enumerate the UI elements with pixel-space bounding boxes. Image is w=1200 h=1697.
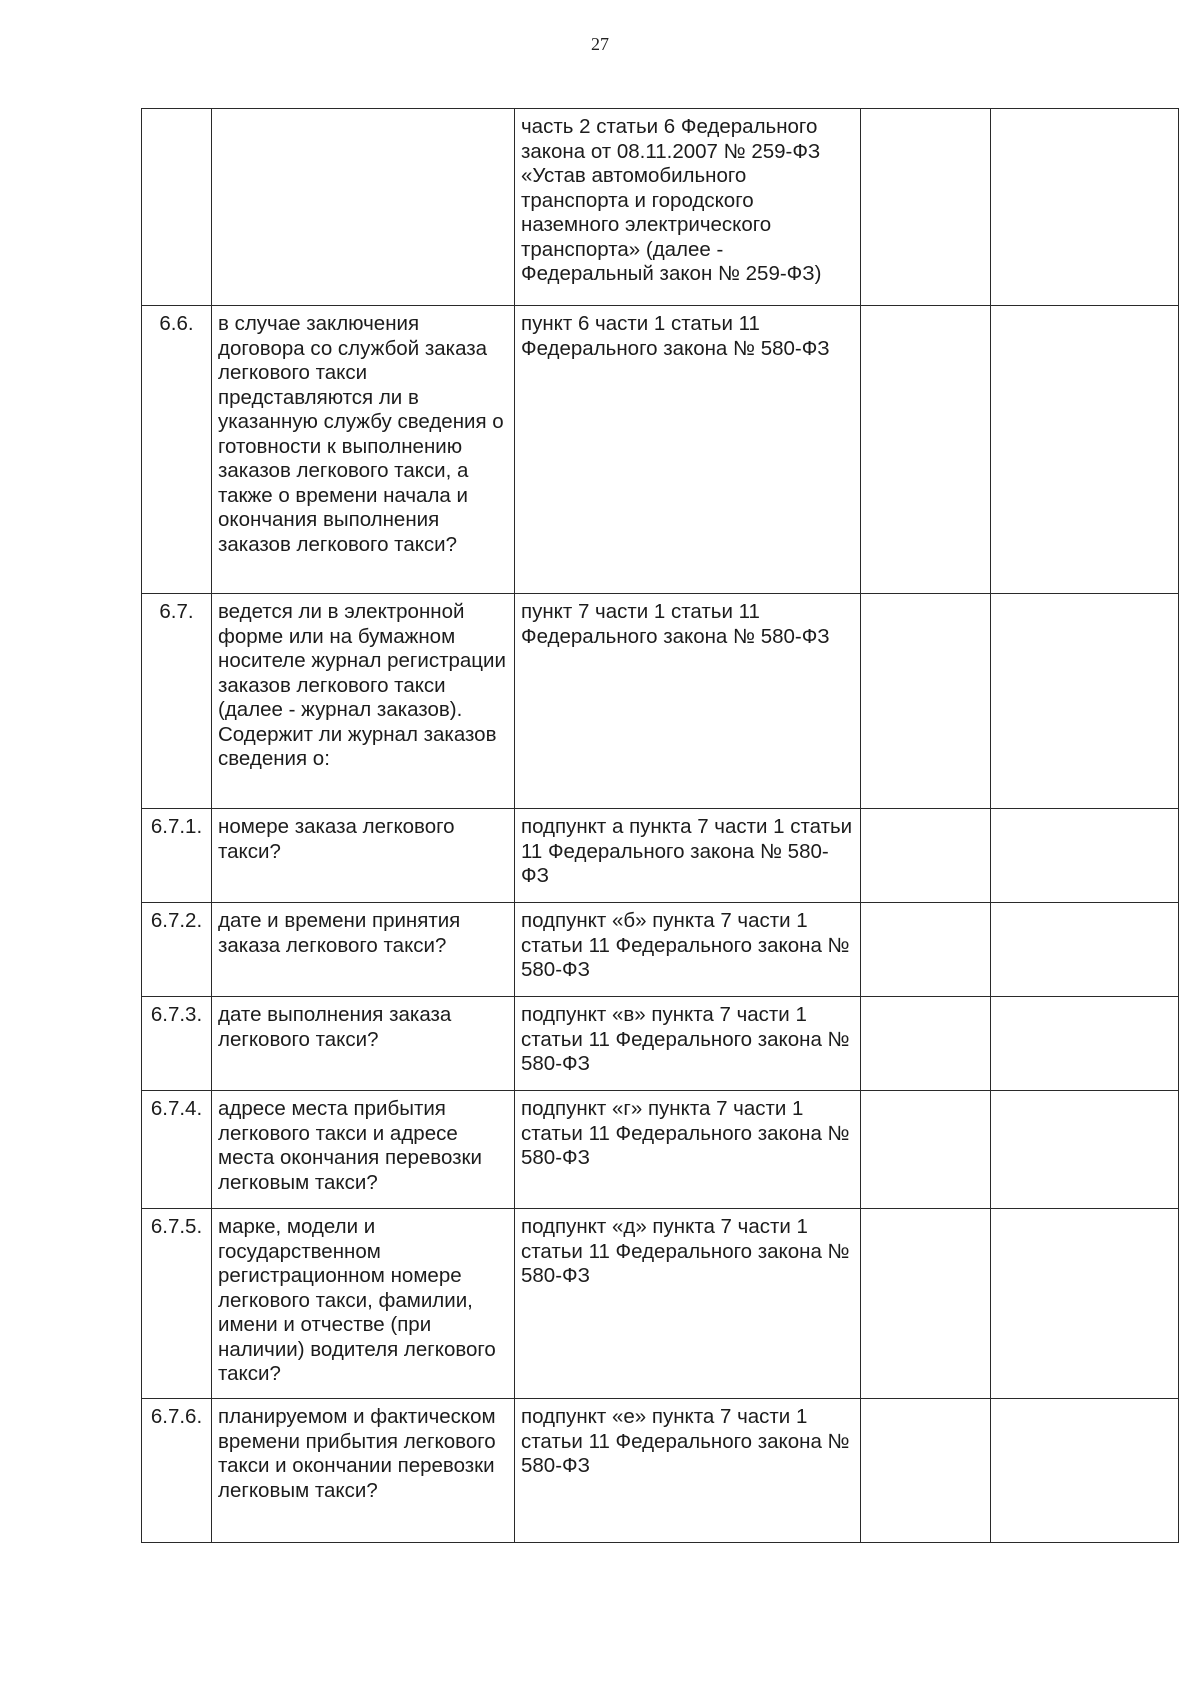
table-row — [142, 1399, 1179, 1543]
answer-cell — [861, 1209, 991, 1399]
legal-reference-cell: пункт 7 части 1 статьи 11 Федерального закона № 580-ФЗ — [515, 594, 861, 809]
answer-cell — [861, 1091, 991, 1209]
table-row — [142, 594, 1179, 809]
question-cell: планируемом и фактическом времени прибытия легкового такси и окончании перевозки легковым такси? — [212, 1399, 515, 1543]
note-cell — [991, 903, 1179, 997]
question-cell — [212, 109, 515, 306]
legal-reference-cell: подпункт «г» пункта 7 части 1 статьи 11 Федерального закона № 580-ФЗ — [515, 1091, 861, 1209]
legal-reference-cell: подпункт «е» пункта 7 части 1 статьи 11 Федерального закона № 580-ФЗ — [515, 1399, 861, 1543]
note-cell — [991, 809, 1179, 903]
legal-reference-cell: подпункт а пункта 7 части 1 статьи 11 Федерального закона № 580-ФЗ — [515, 809, 861, 903]
legal-reference-cell: подпункт «д» пункта 7 части 1 статьи 11 Федерального закона № 580-ФЗ — [515, 1209, 861, 1399]
legal-reference-cell: пункт 6 части 1 статьи 11 Федерального закона № 580-ФЗ — [515, 306, 861, 594]
question-cell: номере заказа легкового такси? — [212, 809, 515, 903]
note-cell — [991, 1399, 1179, 1543]
table-row — [142, 306, 1179, 594]
answer-cell — [861, 997, 991, 1091]
question-cell: марке, модели и государственном регистрационном номере легкового такси, фамилии, имени и отчестве (при наличии) водителя легкового такси? — [212, 1209, 515, 1399]
table-row — [142, 809, 1179, 903]
table-row — [142, 109, 1179, 306]
table-row — [142, 997, 1179, 1091]
note-cell — [991, 594, 1179, 809]
table-row — [142, 903, 1179, 997]
row-number: 6.7.5. — [142, 1209, 212, 1399]
row-number — [142, 109, 212, 306]
row-number: 6.7.2. — [142, 903, 212, 997]
page-number: 27 — [591, 34, 609, 54]
note-cell — [991, 109, 1179, 306]
row-number: 6.7.6. — [142, 1399, 212, 1543]
question-cell: адресе места прибытия легкового такси и адресе места окончания перевозки легковым такси? — [212, 1091, 515, 1209]
answer-cell — [861, 594, 991, 809]
table-row — [142, 1091, 1179, 1209]
legal-reference-cell: часть 2 статьи 6 Федерального закона от 08.11.2007 № 259-ФЗ «Устав автомобильного транспорта и городского наземного электрического транспорта» (далее - Федеральный закон № 259-ФЗ) — [515, 109, 861, 306]
legal-reference-cell: подпункт «в» пункта 7 части 1 статьи 11 Федерального закона № 580-ФЗ — [515, 997, 861, 1091]
question-cell: в случае заключения договора со службой заказа легкового такси представляются ли в указанную службу сведения о готовности к выполнению заказов легкового такси, а также о времени начала и окончания выполнения заказов легкового такси? — [212, 306, 515, 594]
row-number: 6.7. — [142, 594, 212, 809]
answer-cell — [861, 809, 991, 903]
row-number: 6.6. — [142, 306, 212, 594]
answer-cell — [861, 903, 991, 997]
answer-cell — [861, 109, 991, 306]
note-cell — [991, 997, 1179, 1091]
row-number: 6.7.3. — [142, 997, 212, 1091]
row-number: 6.7.4. — [142, 1091, 212, 1209]
note-cell — [991, 1209, 1179, 1399]
table-row — [142, 1209, 1179, 1399]
legal-reference-cell: подпункт «б» пункта 7 части 1 статьи 11 Федерального закона № 580-ФЗ — [515, 903, 861, 997]
answer-cell — [861, 306, 991, 594]
checklist-table — [141, 108, 1179, 1543]
question-cell: дате выполнения заказа легкового такси? — [212, 997, 515, 1091]
answer-cell — [861, 1399, 991, 1543]
question-cell: ведется ли в электронной форме или на бумажном носителе журнал регистрации заказов легкового такси (далее - журнал заказов). Содержит ли журнал заказов сведения о: — [212, 594, 515, 809]
note-cell — [991, 306, 1179, 594]
question-cell: дате и времени принятия заказа легкового такси? — [212, 903, 515, 997]
row-number: 6.7.1. — [142, 809, 212, 903]
note-cell — [991, 1091, 1179, 1209]
